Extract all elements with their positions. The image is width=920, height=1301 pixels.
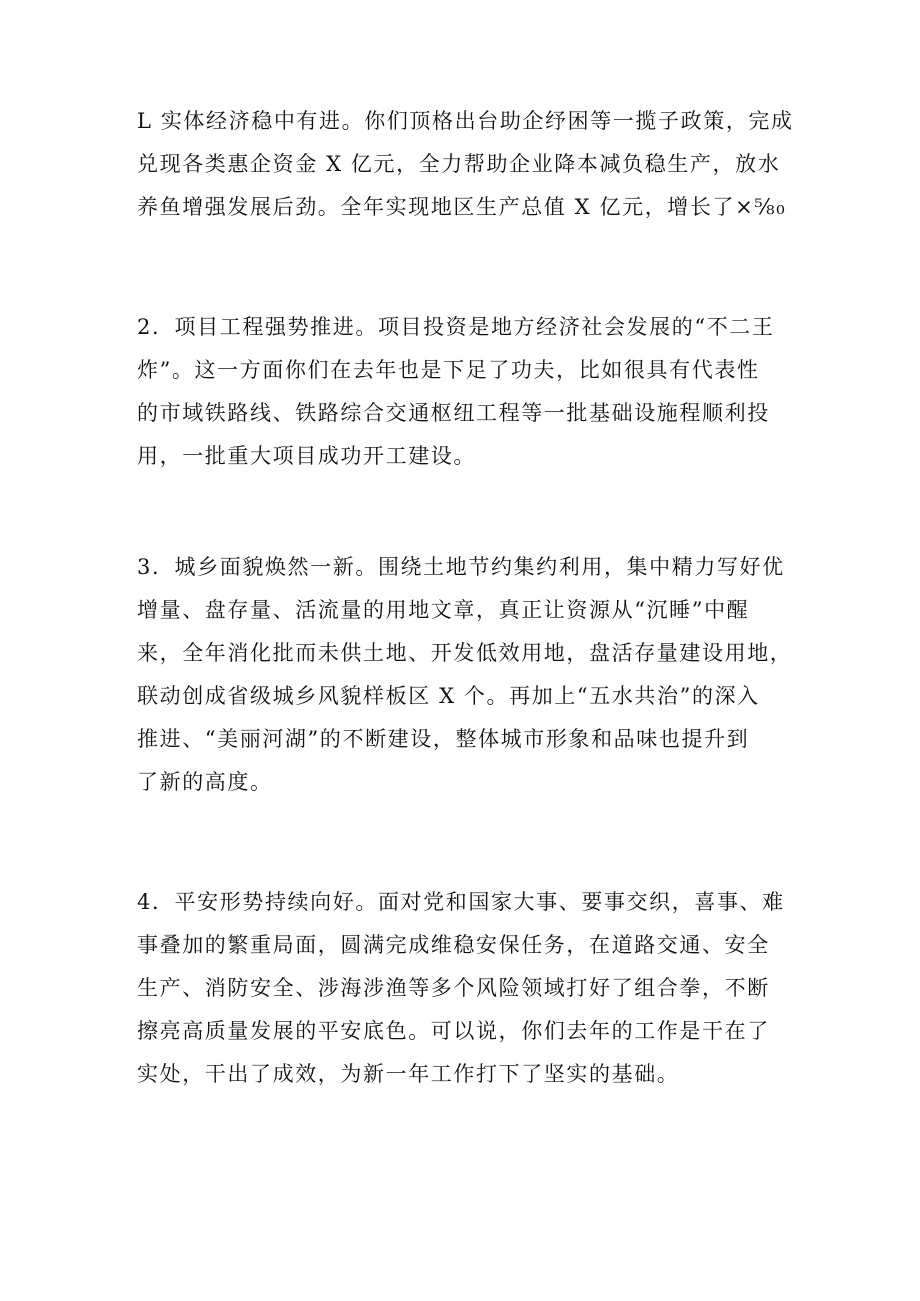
text-line: 养鱼增强发展后劲。全年实现地区生产总值 X 亿元，增长了×⅝₀ — [137, 195, 787, 219]
text-line: 实处，干出了成效，为新一年工作打下了坚实的基础。 — [137, 1062, 680, 1086]
text-line: 擦亮高质量发展的平安底色。可以说，你们去年的工作是干在了 — [137, 1019, 770, 1043]
text-line: 用，一批重大项目成功开工建设。 — [137, 444, 476, 468]
text-line: 事叠加的繁重局面，圆满完成维稳安保任务，在道路交通、安全 — [137, 933, 770, 957]
text-line: 3．城乡面貌焕然一新。围绕土地节约集约利用，集中精力写好优 — [137, 555, 785, 579]
paragraph-public-safety — [137, 881, 797, 1096]
text-line: 兑现各类惠企资金 X 亿元，全力帮助企业降本减负稳生产，放水 — [137, 152, 781, 176]
paragraph-real-economy — [137, 100, 797, 229]
paragraph-urban-rural — [137, 546, 797, 804]
text-line: 的市域铁路线、铁路综合交通枢纽工程等一批基础设施程顺利投 — [137, 401, 770, 425]
text-line: 推进、“美丽河湖”的不断建设，整体城市形象和品味也提升到 — [137, 727, 750, 751]
text-line: 2．项目工程强势推进。项目投资是地方经济社会发展的“不二王 — [137, 315, 775, 339]
paragraph-project-engineering — [137, 306, 797, 478]
text-line: 了新的高度。 — [137, 770, 273, 794]
text-line: L 实体经济稳中有进。你们顶格出台助企纾困等一揽子政策，完成 — [137, 109, 794, 133]
text-line: 联动创成省级城乡风貌样板区 X 个。再加上“五水共治”的深入 — [137, 684, 760, 708]
text-line: 炸”。这一方面你们在去年也是下足了功夫，比如很具有代表性 — [137, 358, 760, 382]
text-line: 来，全年消化批而未供土地、开发低效用地，盘活存量建设用地， — [137, 641, 793, 665]
text-line: 4．平安形势持续向好。面对党和国家大事、要事交织，喜事、难 — [137, 890, 785, 914]
text-line: 增量、盘存量、活流量的用地文章，真正让资源从“沉睡”中醒 — [137, 598, 750, 622]
text-line: 生产、消防安全、涉海涉渔等多个风险领域打好了组合拳，不断 — [137, 976, 770, 1000]
